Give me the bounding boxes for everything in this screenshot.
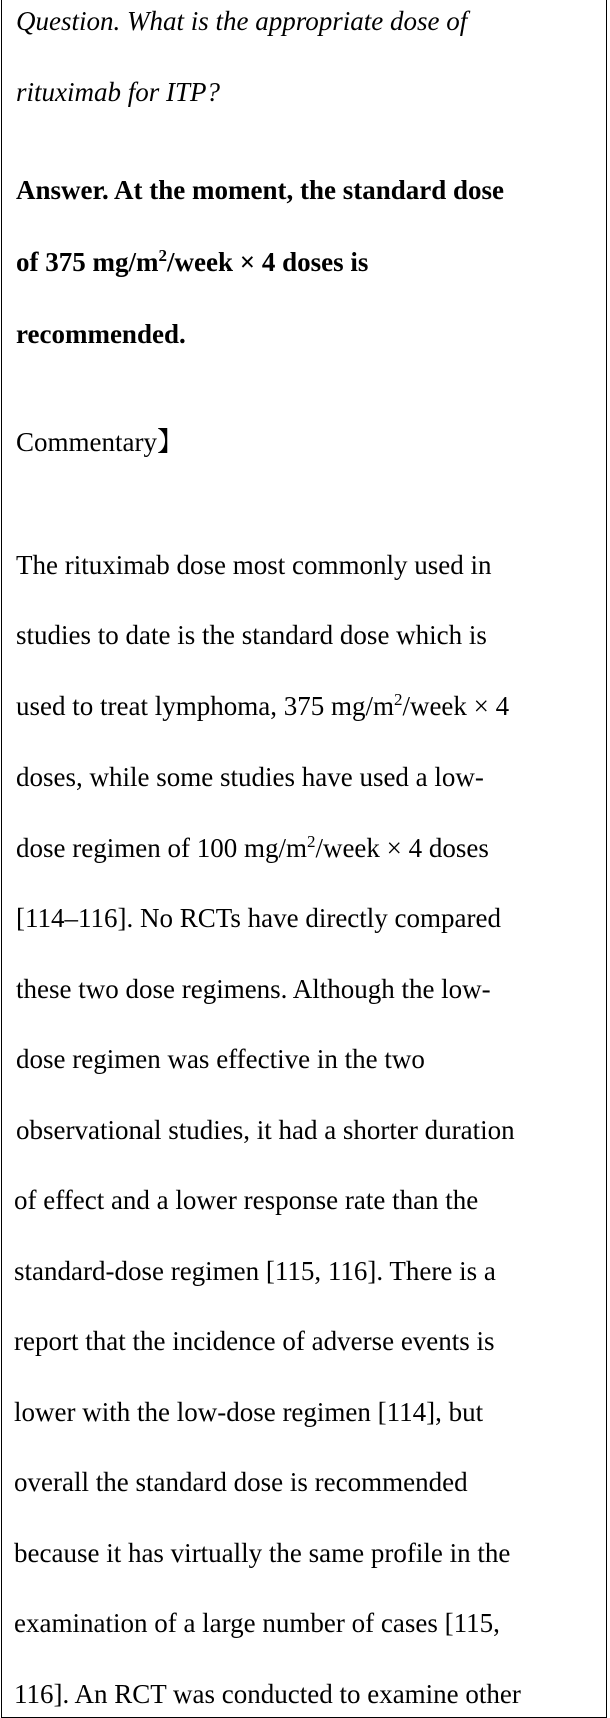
body-line: [114–116]. No RCTs have directly compared	[16, 903, 501, 933]
question-line: rituximab for ITP?	[16, 77, 221, 107]
answer-line	[16, 246, 369, 277]
body-line: The rituximab dose most commonly used in	[16, 550, 492, 580]
body-text: /week × 4	[402, 691, 510, 721]
answer-text: of 375 mg/m	[16, 247, 159, 277]
body-line: 116]. An RCT was conducted to examine other	[14, 1679, 521, 1709]
body-line: dose regimen was effective in the two	[16, 1044, 425, 1074]
body-line	[16, 832, 489, 863]
body-line: these two dose regimens. Although the low-	[16, 974, 491, 1004]
superscript: 2	[306, 832, 316, 851]
body-line: standard-dose regimen [115, 116]. There is a	[14, 1256, 496, 1286]
body-line: lower with the low-dose regimen [114], but	[14, 1397, 484, 1427]
answer-line: Answer. At the moment, the standard dose	[16, 175, 505, 205]
superscript: 2	[393, 690, 403, 709]
body-line: of effect and a lower response rate than the	[14, 1185, 479, 1215]
body-line: overall the standard dose is recommended	[14, 1467, 468, 1497]
body-line: studies to date is the standard dose which is	[16, 620, 487, 650]
body-line: examination of a large number of cases [115,	[14, 1608, 500, 1638]
question-line: Question. What is the appropriate dose of	[16, 6, 468, 36]
answer-line: recommended.	[16, 319, 186, 349]
body-line: doses, while some studies have used a low-	[16, 762, 484, 792]
superscript: 2	[158, 246, 167, 265]
body-text: used to treat lymphoma, 375 mg/m	[16, 691, 394, 721]
body-line: because it has virtually the same profile in the	[14, 1538, 511, 1568]
body-text: dose regimen of 100 mg/m	[16, 833, 307, 863]
body-text: /week × 4 doses	[315, 833, 489, 863]
commentary-heading: Commentary】	[16, 427, 184, 457]
body-line	[16, 690, 510, 721]
answer-text: /week × 4 doses is	[166, 247, 369, 277]
body-line: report that the incidence of adverse events is	[14, 1326, 495, 1356]
body-line: observational studies, it had a shorter duration	[16, 1115, 515, 1145]
